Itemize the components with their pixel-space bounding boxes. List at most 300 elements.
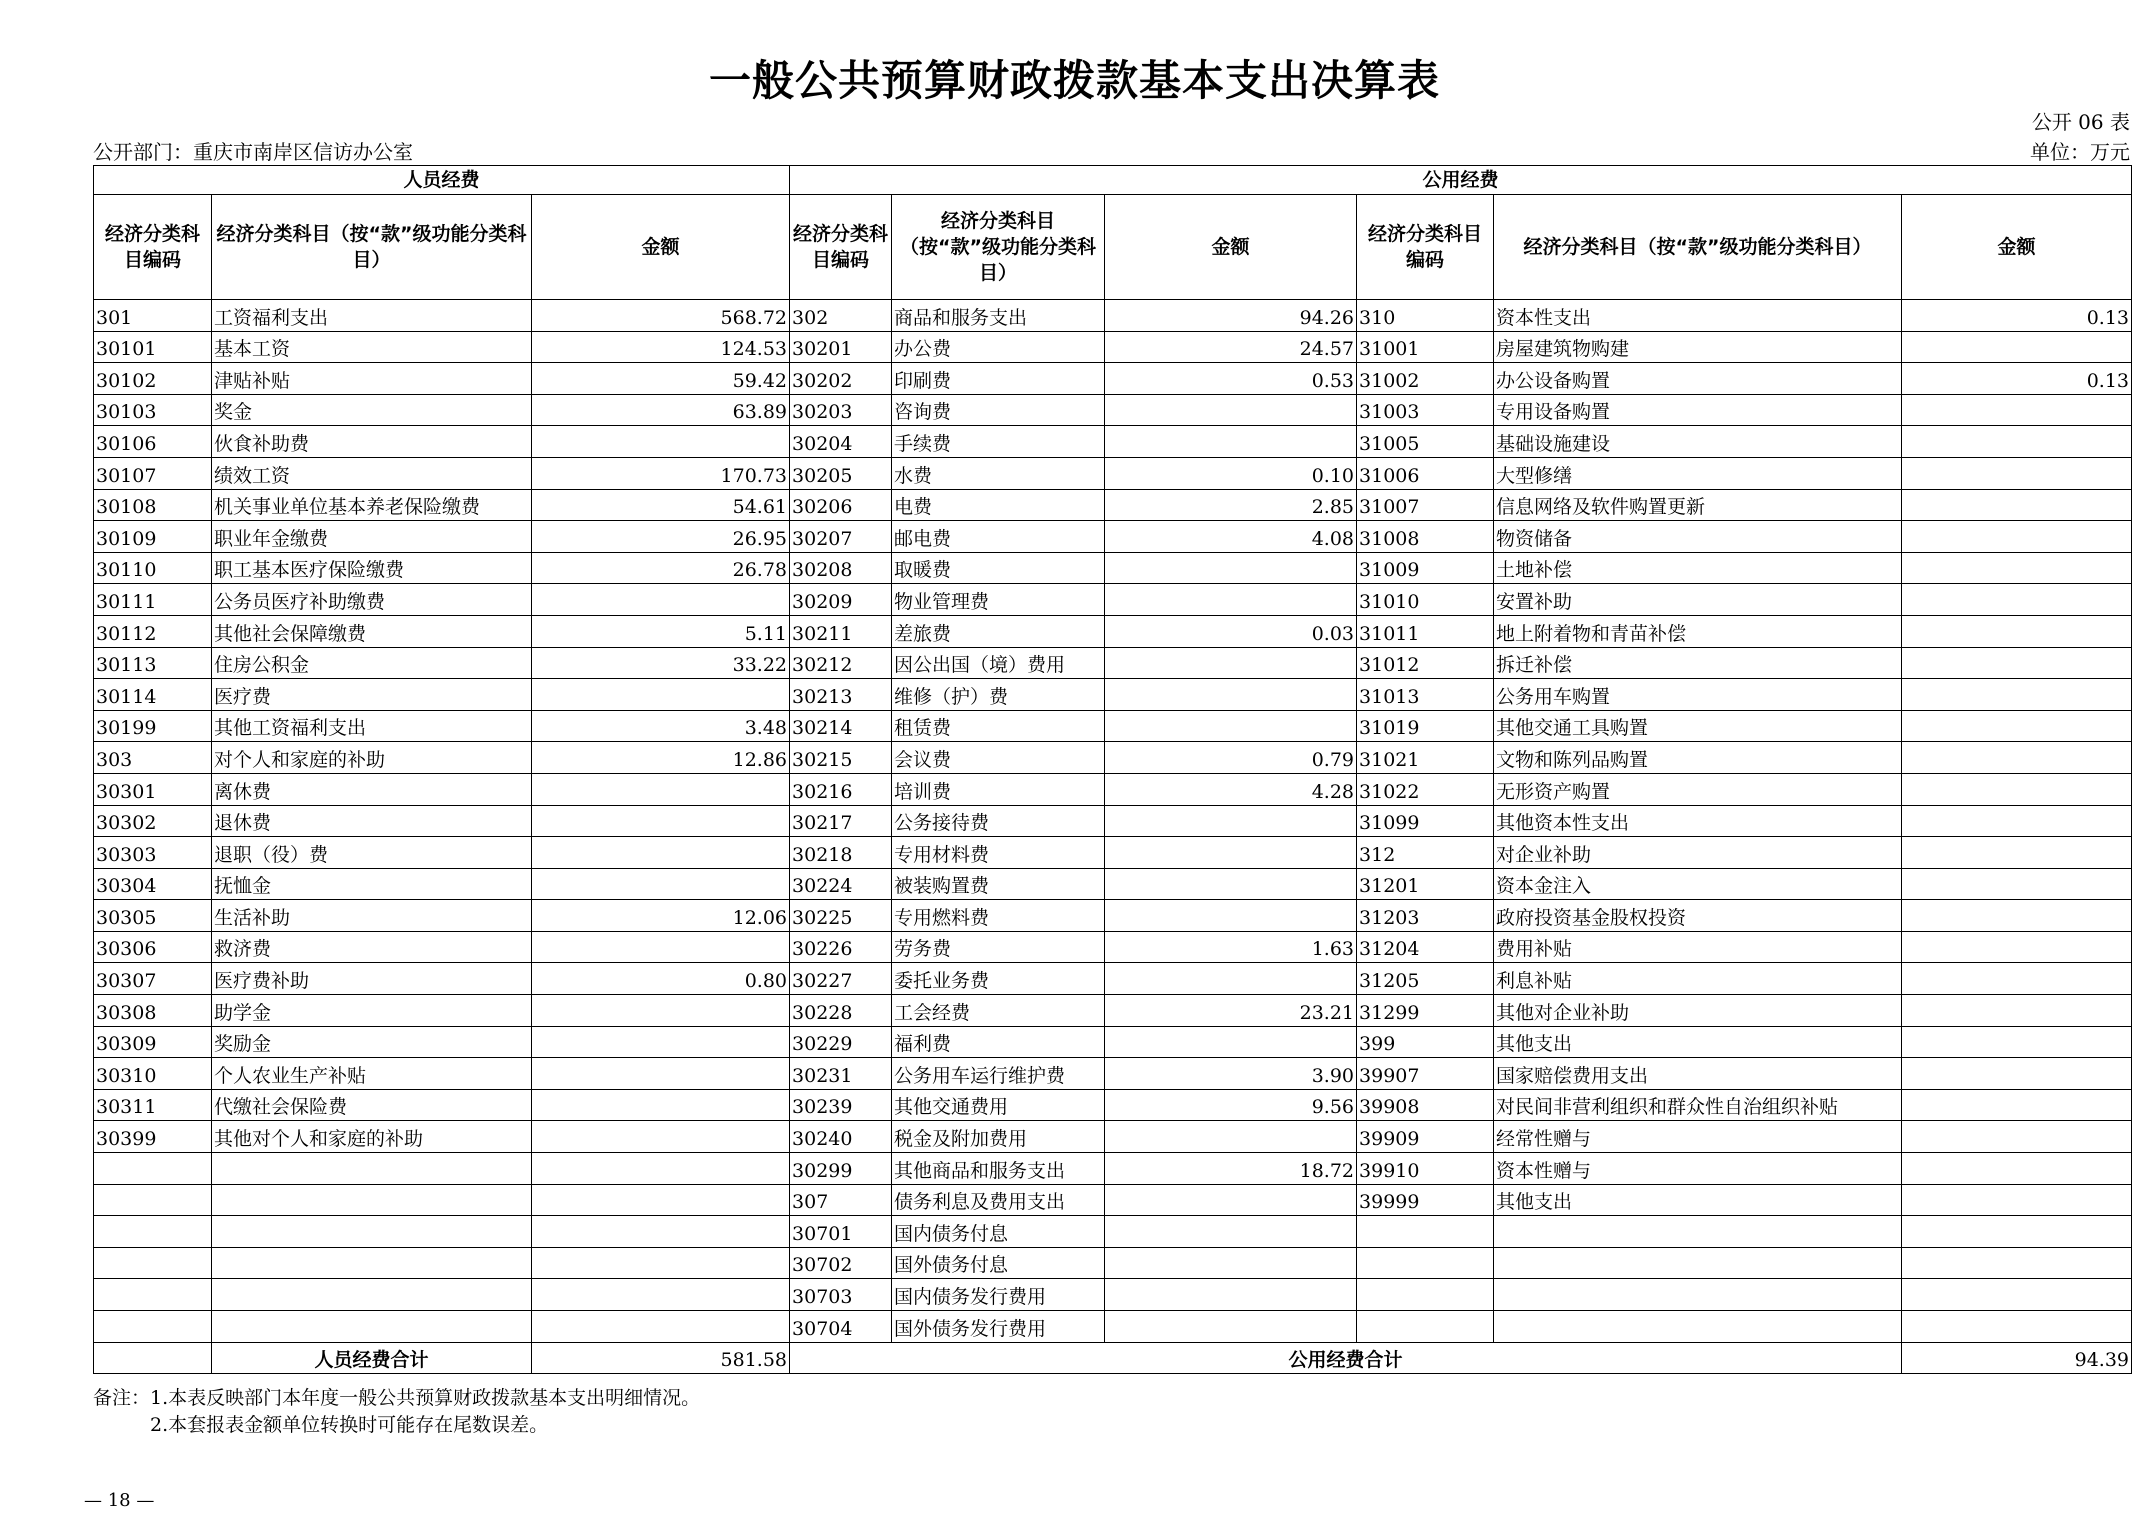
cell-code-b: 30229 — [790, 1026, 892, 1058]
cell-name-b: 物业管理费 — [892, 584, 1105, 616]
cell-amount-c — [1902, 489, 2132, 521]
cell-amount-b: 0.53 — [1105, 363, 1357, 395]
cell-code-b: 30227 — [790, 963, 892, 995]
cell-amount-a — [532, 1058, 790, 1090]
cell-code-b: 30702 — [790, 1247, 892, 1279]
cell-name-b: 商品和服务支出 — [892, 300, 1105, 332]
cell-code-a: 30103 — [94, 394, 212, 426]
cell-name-b: 税金及附加费用 — [892, 1121, 1105, 1153]
table-row — [94, 1089, 2132, 1121]
cell-code-a: 30311 — [94, 1089, 212, 1121]
cell-amount-c: 0.13 — [1902, 363, 2132, 395]
cell-code-c: 310 — [1357, 300, 1494, 332]
cell-name-b: 国内债务发行费用 — [892, 1279, 1105, 1311]
table-row — [94, 742, 2132, 774]
cell-name-c: 对企业补助 — [1494, 837, 1902, 869]
cell-name-b: 公务接待费 — [892, 805, 1105, 837]
cell-amount-b — [1105, 710, 1357, 742]
cell-amount-a — [532, 931, 790, 963]
cell-amount-b — [1105, 963, 1357, 995]
cell-code-c: 31009 — [1357, 552, 1494, 584]
cell-amount-a: 12.06 — [532, 900, 790, 932]
cell-name-b: 维修（护）费 — [892, 679, 1105, 711]
cell-name-b: 差旅费 — [892, 615, 1105, 647]
table-row — [94, 363, 2132, 395]
table-row — [94, 647, 2132, 679]
cell-code-b: 30213 — [790, 679, 892, 711]
table-row — [94, 1247, 2132, 1279]
table-row — [94, 1184, 2132, 1216]
cell-code-a: 30303 — [94, 837, 212, 869]
cell-amount-b: 1.63 — [1105, 931, 1357, 963]
cell-amount-a — [532, 837, 790, 869]
table-row — [94, 552, 2132, 584]
cell-code-b: 30224 — [790, 868, 892, 900]
cell-amount-a: 54.61 — [532, 489, 790, 521]
cell-name-c: 基础设施建设 — [1494, 426, 1902, 458]
cell-name-c: 房屋建筑物购建 — [1494, 331, 1902, 363]
cell-code-c: 31205 — [1357, 963, 1494, 995]
cell-code-a: 301 — [94, 300, 212, 332]
cell-name-c: 其他对企业补助 — [1494, 995, 1902, 1027]
cell-amount-b: 2.85 — [1105, 489, 1357, 521]
cell-code-c: 31013 — [1357, 679, 1494, 711]
cell-amount-a — [532, 426, 790, 458]
cell-amount-c — [1902, 394, 2132, 426]
cell-code-b: 30225 — [790, 900, 892, 932]
cell-name-c: 公务用车购置 — [1494, 679, 1902, 711]
cell-code-c — [1357, 1311, 1494, 1343]
cell-code-b: 307 — [790, 1184, 892, 1216]
cell-name-b: 委托业务费 — [892, 963, 1105, 995]
table-row — [94, 489, 2132, 521]
cell-amount-c — [1902, 1184, 2132, 1216]
cell-code-b: 30701 — [790, 1216, 892, 1248]
cell-code-c: 31005 — [1357, 426, 1494, 458]
header-code-a: 经济分类科目编码 — [94, 195, 212, 300]
cell-name-a — [212, 1216, 532, 1248]
note-2: 2.本套报表金额单位转换时可能存在尾数误差。 — [150, 1414, 549, 1436]
cell-amount-c — [1902, 1026, 2132, 1058]
cell-amount-a: 124.53 — [532, 331, 790, 363]
expenditure-table — [93, 165, 2132, 1374]
cell-code-b: 30203 — [790, 394, 892, 426]
cell-name-b: 国内债务付息 — [892, 1216, 1105, 1248]
cell-name-a: 奖励金 — [212, 1026, 532, 1058]
table-row — [94, 1279, 2132, 1311]
cell-amount-a: 26.78 — [532, 552, 790, 584]
cell-name-a: 公务员医疗补助缴费 — [212, 584, 532, 616]
cell-code-a — [94, 1184, 212, 1216]
page-title: 一般公共预算财政拨款基本支出决算表 — [708, 56, 1440, 105]
cell-amount-b — [1105, 1279, 1357, 1311]
department-label: 公开部门：重庆市南岸区信访办公室 — [93, 140, 413, 164]
cell-amount-a — [532, 1153, 790, 1185]
cell-code-c: 31010 — [1357, 584, 1494, 616]
cell-name-c — [1494, 1216, 1902, 1248]
cell-code-a: 30101 — [94, 331, 212, 363]
table-row — [94, 1153, 2132, 1185]
cell-amount-c — [1902, 1121, 2132, 1153]
cell-code-a: 30305 — [94, 900, 212, 932]
cell-name-a: 对个人和家庭的补助 — [212, 742, 532, 774]
cell-amount-b — [1105, 394, 1357, 426]
cell-code-a: 30108 — [94, 489, 212, 521]
cell-name-b: 劳务费 — [892, 931, 1105, 963]
personnel-total-label: 人员经费合计 — [212, 1342, 532, 1373]
cell-name-c: 对民间非营利组织和群众性自治组织补贴 — [1494, 1089, 1902, 1121]
cell-name-b: 福利费 — [892, 1026, 1105, 1058]
note-1: 备注：1.本表反映部门本年度一般公共预算财政拨款基本支出明细情况。 — [93, 1387, 701, 1409]
group-public: 公用经费 — [790, 166, 2132, 195]
cell-amount-b: 0.79 — [1105, 742, 1357, 774]
cell-name-b: 咨询费 — [892, 394, 1105, 426]
cell-name-c: 其他支出 — [1494, 1184, 1902, 1216]
cell-name-c: 经常性赠与 — [1494, 1121, 1902, 1153]
cell-code-a: 30109 — [94, 521, 212, 553]
cell-code-c — [1357, 1279, 1494, 1311]
public-total-value: 94.39 — [1902, 1342, 2132, 1373]
cell-code-a — [94, 1311, 212, 1343]
cell-code-b: 30218 — [790, 837, 892, 869]
cell-amount-a — [532, 1026, 790, 1058]
cell-amount-c — [1902, 331, 2132, 363]
table-row — [94, 963, 2132, 995]
cell-name-b: 培训费 — [892, 773, 1105, 805]
cell-code-a: 30199 — [94, 710, 212, 742]
cell-amount-a — [532, 679, 790, 711]
cell-name-a — [212, 1153, 532, 1185]
cell-amount-b — [1105, 900, 1357, 932]
cell-name-a: 其他社会保障缴费 — [212, 615, 532, 647]
cell-code-b: 302 — [790, 300, 892, 332]
header-code-c: 经济分类科目编码 — [1357, 195, 1494, 300]
cell-amount-a: 0.80 — [532, 963, 790, 995]
cell-code-c: 39909 — [1357, 1121, 1494, 1153]
cell-name-c: 政府投资基金股权投资 — [1494, 900, 1902, 932]
table-row — [94, 394, 2132, 426]
cell-name-b: 其他商品和服务支出 — [892, 1153, 1105, 1185]
cell-name-a: 助学金 — [212, 995, 532, 1027]
cell-code-a: 30107 — [94, 457, 212, 489]
unit-label: 单位：万元 — [2030, 140, 2130, 164]
cell-amount-a: 3.48 — [532, 710, 790, 742]
table-row — [94, 521, 2132, 553]
cell-name-c: 安置补助 — [1494, 584, 1902, 616]
cell-name-a — [212, 1311, 532, 1343]
cell-name-a: 其他工资福利支出 — [212, 710, 532, 742]
cell-name-a: 退休费 — [212, 805, 532, 837]
cell-code-c: 39910 — [1357, 1153, 1494, 1185]
table-row — [94, 868, 2132, 900]
cell-amount-c — [1902, 710, 2132, 742]
cell-code-a: 30102 — [94, 363, 212, 395]
cell-name-c: 文物和陈列品购置 — [1494, 742, 1902, 774]
cell-code-b: 30299 — [790, 1153, 892, 1185]
cell-amount-a — [532, 1089, 790, 1121]
cell-code-b: 30228 — [790, 995, 892, 1027]
table-row — [94, 1121, 2132, 1153]
cell-code-c: 31001 — [1357, 331, 1494, 363]
cell-code-c — [1357, 1247, 1494, 1279]
cell-code-c: 31019 — [1357, 710, 1494, 742]
cell-code-b: 30231 — [790, 1058, 892, 1090]
cell-name-b: 其他交通费用 — [892, 1089, 1105, 1121]
cell-amount-c — [1902, 647, 2132, 679]
cell-code-b: 30206 — [790, 489, 892, 521]
cell-code-a: 303 — [94, 742, 212, 774]
cell-name-a: 生活补助 — [212, 900, 532, 932]
cell-amount-b: 0.10 — [1105, 457, 1357, 489]
cell-amount-c — [1902, 868, 2132, 900]
cell-name-a: 其他对个人和家庭的补助 — [212, 1121, 532, 1153]
cell-amount-a — [532, 1121, 790, 1153]
table-row — [94, 300, 2132, 332]
cell-name-c: 其他交通工具购置 — [1494, 710, 1902, 742]
cell-amount-c — [1902, 1089, 2132, 1121]
cell-name-a: 职业年金缴费 — [212, 521, 532, 553]
cell-amount-c — [1902, 584, 2132, 616]
cell-amount-a — [532, 1184, 790, 1216]
cell-name-b: 专用材料费 — [892, 837, 1105, 869]
cell-code-c: 31002 — [1357, 363, 1494, 395]
cell-amount-c — [1902, 521, 2132, 553]
cell-code-b: 30239 — [790, 1089, 892, 1121]
table-row — [94, 1058, 2132, 1090]
cell-name-c: 信息网络及软件购置更新 — [1494, 489, 1902, 521]
cell-code-b: 30212 — [790, 647, 892, 679]
table-row — [94, 773, 2132, 805]
cell-name-a: 工资福利支出 — [212, 300, 532, 332]
cell-name-a: 离休费 — [212, 773, 532, 805]
cell-code-a — [94, 1216, 212, 1248]
cell-amount-c — [1902, 457, 2132, 489]
cell-name-a: 住房公积金 — [212, 647, 532, 679]
cell-code-c: 31012 — [1357, 647, 1494, 679]
cell-amount-c — [1902, 1153, 2132, 1185]
cell-name-a: 基本工资 — [212, 331, 532, 363]
cell-code-a: 30308 — [94, 995, 212, 1027]
cell-name-c: 资本性支出 — [1494, 300, 1902, 332]
cell-code-b: 30703 — [790, 1279, 892, 1311]
cell-amount-a — [532, 995, 790, 1027]
cell-name-b: 水费 — [892, 457, 1105, 489]
cell-code-a: 30309 — [94, 1026, 212, 1058]
cell-amount-b — [1105, 1216, 1357, 1248]
cell-name-b: 被装购置费 — [892, 868, 1105, 900]
cell-amount-b: 4.28 — [1105, 773, 1357, 805]
cell-code-c: 31099 — [1357, 805, 1494, 837]
cell-name-c: 无形资产购置 — [1494, 773, 1902, 805]
cell-amount-a: 5.11 — [532, 615, 790, 647]
cell-code-b: 30704 — [790, 1311, 892, 1343]
cell-amount-c — [1902, 1247, 2132, 1279]
cell-code-b: 30207 — [790, 521, 892, 553]
cell-code-a: 30310 — [94, 1058, 212, 1090]
cell-amount-b — [1105, 1121, 1357, 1153]
cell-name-b: 取暖费 — [892, 552, 1105, 584]
cell-amount-a: 63.89 — [532, 394, 790, 426]
table-row — [94, 1216, 2132, 1248]
table-row — [94, 995, 2132, 1027]
cell-code-c: 399 — [1357, 1026, 1494, 1058]
cell-code-a: 30304 — [94, 868, 212, 900]
cell-amount-a — [532, 1279, 790, 1311]
table-row — [94, 931, 2132, 963]
cell-code-b: 30201 — [790, 331, 892, 363]
cell-name-a: 抚恤金 — [212, 868, 532, 900]
cell-code-b: 30209 — [790, 584, 892, 616]
cell-name-c: 费用补贴 — [1494, 931, 1902, 963]
cell-code-a: 30110 — [94, 552, 212, 584]
cell-amount-b: 0.03 — [1105, 615, 1357, 647]
totals-blank — [94, 1342, 212, 1373]
header-amount-c: 金额 — [1902, 195, 2132, 300]
cell-code-c: 31006 — [1357, 457, 1494, 489]
cell-amount-b: 9.56 — [1105, 1089, 1357, 1121]
cell-amount-c — [1902, 837, 2132, 869]
cell-name-b: 邮电费 — [892, 521, 1105, 553]
cell-name-b: 公务用车运行维护费 — [892, 1058, 1105, 1090]
group-header-row — [94, 166, 2132, 195]
cell-name-c — [1494, 1279, 1902, 1311]
header-name-a: 经济分类科目（按“款”级功能分类科目） — [212, 195, 532, 300]
cell-amount-b: 24.57 — [1105, 331, 1357, 363]
cell-name-c: 大型修缮 — [1494, 457, 1902, 489]
cell-code-a: 30112 — [94, 615, 212, 647]
cell-code-a: 30399 — [94, 1121, 212, 1153]
cell-amount-b — [1105, 1311, 1357, 1343]
cell-name-b: 会议费 — [892, 742, 1105, 774]
cell-name-c: 其他支出 — [1494, 1026, 1902, 1058]
table-row — [94, 805, 2132, 837]
cell-amount-c — [1902, 963, 2132, 995]
cell-name-a: 津贴补贴 — [212, 363, 532, 395]
cell-name-b: 租赁费 — [892, 710, 1105, 742]
cell-amount-b — [1105, 1247, 1357, 1279]
cell-name-a: 医疗费补助 — [212, 963, 532, 995]
cell-amount-c — [1902, 805, 2132, 837]
cell-name-a: 医疗费 — [212, 679, 532, 711]
cell-code-c: 31201 — [1357, 868, 1494, 900]
cell-name-c: 物资储备 — [1494, 521, 1902, 553]
cell-amount-a: 170.73 — [532, 457, 790, 489]
cell-code-a: 30111 — [94, 584, 212, 616]
cell-amount-c — [1902, 552, 2132, 584]
form-number: 公开 06 表 — [2031, 110, 2130, 134]
cell-code-c: 39908 — [1357, 1089, 1494, 1121]
cell-code-b: 30217 — [790, 805, 892, 837]
cell-name-b: 专用燃料费 — [892, 900, 1105, 932]
cell-name-a: 救济费 — [212, 931, 532, 963]
cell-code-a — [94, 1247, 212, 1279]
personnel-total-value: 581.58 — [532, 1342, 790, 1373]
cell-code-b: 30240 — [790, 1121, 892, 1153]
cell-code-b: 30211 — [790, 615, 892, 647]
header-name-b: 经济分类科目（按“款”级功能分类科目） — [892, 195, 1105, 300]
cell-code-a: 30106 — [94, 426, 212, 458]
public-total-label: 公用经费合计 — [790, 1342, 1902, 1373]
cell-amount-c — [1902, 773, 2132, 805]
cell-code-a — [94, 1153, 212, 1185]
cell-code-b: 30204 — [790, 426, 892, 458]
table-row — [94, 1311, 2132, 1343]
cell-code-c: 31008 — [1357, 521, 1494, 553]
cell-name-b: 工会经费 — [892, 995, 1105, 1027]
cell-name-c: 拆迁补偿 — [1494, 647, 1902, 679]
cell-code-a: 30302 — [94, 805, 212, 837]
table-row — [94, 679, 2132, 711]
totals-row — [94, 1342, 2132, 1373]
cell-amount-a: 568.72 — [532, 300, 790, 332]
table-row — [94, 457, 2132, 489]
cell-amount-b: 23.21 — [1105, 995, 1357, 1027]
cell-amount-b — [1105, 552, 1357, 584]
cell-amount-a — [532, 868, 790, 900]
cell-amount-c — [1902, 1216, 2132, 1248]
cell-name-c: 资本金注入 — [1494, 868, 1902, 900]
cell-amount-c — [1902, 1311, 2132, 1343]
group-personnel: 人员经费 — [94, 166, 790, 195]
cell-amount-a: 26.95 — [532, 521, 790, 553]
cell-amount-b — [1105, 647, 1357, 679]
cell-amount-a — [532, 805, 790, 837]
cell-amount-a: 59.42 — [532, 363, 790, 395]
table-row — [94, 615, 2132, 647]
cell-name-c: 利息补贴 — [1494, 963, 1902, 995]
cell-name-c: 国家赔偿费用支出 — [1494, 1058, 1902, 1090]
cell-name-a: 伙食补助费 — [212, 426, 532, 458]
cell-amount-a — [532, 1216, 790, 1248]
cell-name-a: 代缴社会保险费 — [212, 1089, 532, 1121]
table-row — [94, 710, 2132, 742]
cell-amount-b — [1105, 1184, 1357, 1216]
cell-name-a — [212, 1247, 532, 1279]
cell-name-c: 地上附着物和青苗补偿 — [1494, 615, 1902, 647]
cell-code-a — [94, 1279, 212, 1311]
cell-amount-a — [532, 1247, 790, 1279]
cell-amount-b: 18.72 — [1105, 1153, 1357, 1185]
cell-code-b: 30215 — [790, 742, 892, 774]
cell-name-c: 土地补偿 — [1494, 552, 1902, 584]
cell-name-b: 办公费 — [892, 331, 1105, 363]
page-number: — 18 — — [84, 1490, 155, 1511]
cell-name-a — [212, 1184, 532, 1216]
cell-name-a: 职工基本医疗保险缴费 — [212, 552, 532, 584]
cell-amount-c — [1902, 615, 2132, 647]
cell-code-b: 30226 — [790, 931, 892, 963]
cell-amount-c — [1902, 1279, 2132, 1311]
cell-amount-b — [1105, 837, 1357, 869]
cell-amount-a — [532, 584, 790, 616]
cell-amount-c: 0.13 — [1902, 300, 2132, 332]
cell-code-c: 39999 — [1357, 1184, 1494, 1216]
table-row — [94, 331, 2132, 363]
cell-name-c: 其他资本性支出 — [1494, 805, 1902, 837]
cell-amount-b — [1105, 584, 1357, 616]
column-header-row — [94, 195, 2132, 300]
cell-name-a: 退职（役）费 — [212, 837, 532, 869]
cell-name-a — [212, 1279, 532, 1311]
cell-amount-a: 33.22 — [532, 647, 790, 679]
cell-code-c: 31007 — [1357, 489, 1494, 521]
cell-code-c: 31021 — [1357, 742, 1494, 774]
cell-name-a: 奖金 — [212, 394, 532, 426]
cell-amount-b — [1105, 426, 1357, 458]
cell-code-c: 39907 — [1357, 1058, 1494, 1090]
cell-code-b: 30208 — [790, 552, 892, 584]
cell-amount-c — [1902, 742, 2132, 774]
